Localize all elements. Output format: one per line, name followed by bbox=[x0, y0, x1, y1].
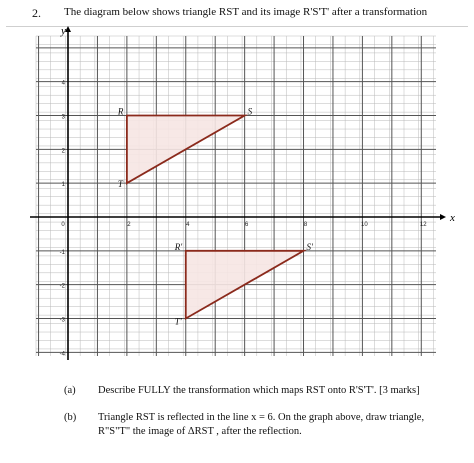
part-a-text: Describe FULLY the transformation which maps RST onto R'S'T'. [3 marks] bbox=[98, 385, 420, 396]
part-b-label: (b) bbox=[64, 412, 77, 423]
x-tick-label: 12 bbox=[419, 222, 427, 228]
x-axis-label: x bbox=[450, 212, 455, 224]
triangle-image-vertex-label: T' bbox=[174, 316, 182, 327]
x-tick-label: 8 bbox=[303, 222, 308, 228]
x-tick-label: 0 bbox=[61, 222, 65, 228]
y-tick-label: -1 bbox=[59, 249, 65, 256]
y-tick-label: -3 bbox=[59, 317, 65, 324]
y-axis-label: y bbox=[61, 25, 66, 37]
part-b-text-line1: Triangle RST is reflected in the line x = 6. On the graph above, draw triangle, bbox=[98, 412, 425, 423]
triangle-rst-vertex-label: R bbox=[117, 106, 124, 117]
y-tick-label: 4 bbox=[61, 80, 65, 87]
x-tick-label: 6 bbox=[244, 222, 249, 228]
y-tick-label: 3 bbox=[61, 114, 65, 121]
y-tick-label: 1 bbox=[61, 182, 65, 189]
x-axis-arrow bbox=[440, 214, 446, 220]
minor-grid-lines bbox=[36, 36, 436, 356]
y-tick-label: -2 bbox=[59, 283, 65, 290]
question-number: 2. bbox=[32, 6, 41, 20]
triangle-image-vertex-label: S' bbox=[306, 241, 313, 252]
y-axis-arrow bbox=[65, 26, 71, 32]
y-tick-label: 2 bbox=[61, 148, 65, 155]
triangle-rst-vertex-label: S bbox=[247, 106, 253, 117]
triangle-rst-vertex-label: T bbox=[117, 179, 123, 190]
part-b-text-line2: R"S"T" the image of ΔRST , after the reflection. bbox=[98, 426, 302, 437]
y-tick-label: -4 bbox=[59, 351, 65, 358]
x-tick-label: 10 bbox=[361, 222, 368, 228]
part-a-label: (a) bbox=[64, 385, 76, 396]
triangle-image-vertex-label: R' bbox=[174, 241, 183, 252]
major-grid-lines bbox=[36, 36, 436, 356]
tick-labels bbox=[60, 81, 428, 358]
x-tick-label: 4 bbox=[186, 222, 190, 228]
x-tick-label: 2 bbox=[127, 222, 131, 228]
question-text: The diagram below shows triangle RST and its image R'S'T' after a transformation bbox=[64, 6, 428, 18]
axes bbox=[30, 25, 455, 360]
